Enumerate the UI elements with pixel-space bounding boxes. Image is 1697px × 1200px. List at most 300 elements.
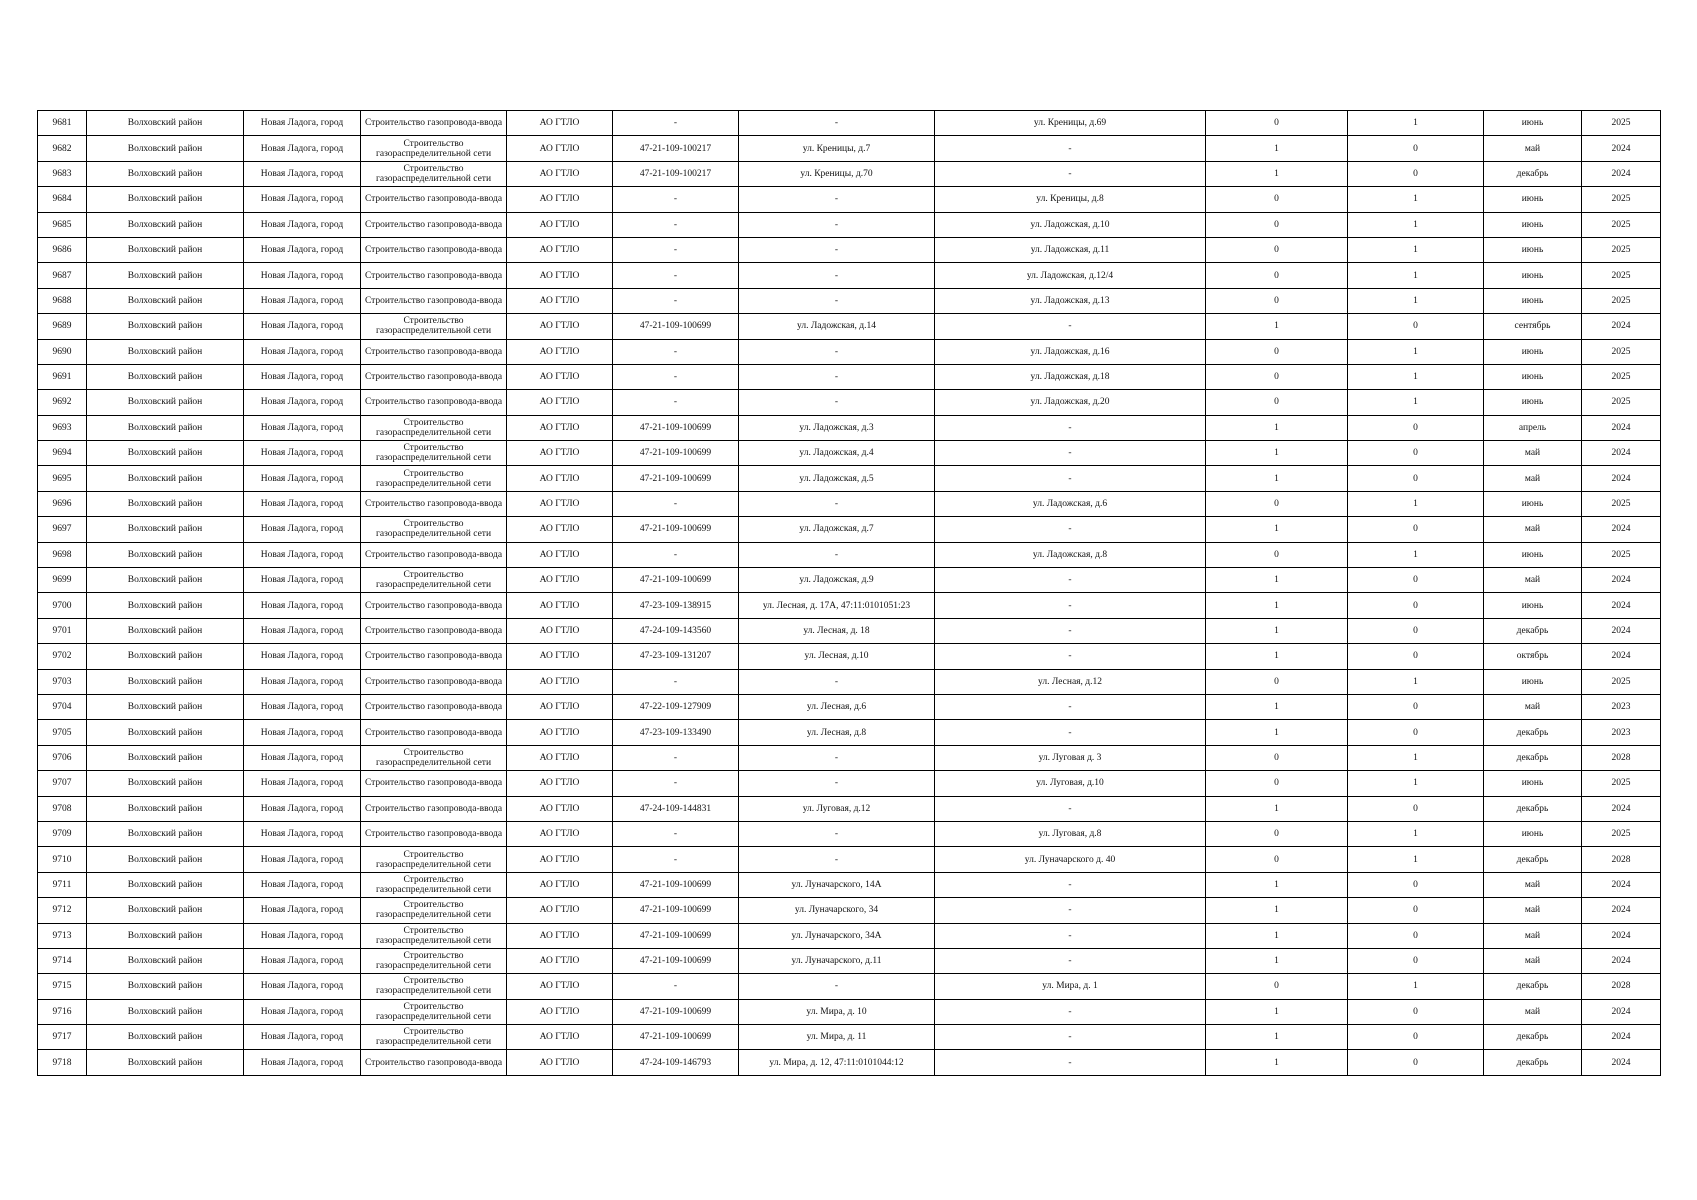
work-type-cell: Строительство газопровода-ввода <box>361 187 507 212</box>
year-cell: 2028 <box>1582 847 1661 872</box>
work-type-cell: Строительство газопровода-ввода <box>361 390 507 415</box>
row-number: 9712 <box>38 898 87 923</box>
address-cell: - <box>739 364 935 389</box>
flag-b-cell: 0 <box>1348 314 1484 339</box>
flag-a-cell: 1 <box>1206 872 1348 897</box>
address-cell: ул. Ладожская, д.9 <box>739 568 935 593</box>
work-type-cell: Строительство газопровода-ввода <box>361 237 507 262</box>
year-cell: 2024 <box>1582 618 1661 643</box>
month-cell: июнь <box>1484 669 1582 694</box>
settlement-cell: Новая Ладога, город <box>244 669 361 694</box>
settlement-cell: Новая Ладога, город <box>244 923 361 948</box>
organization-cell: АО ГТЛО <box>507 390 613 415</box>
month-cell: сентябрь <box>1484 314 1582 339</box>
registry-number-cell: - <box>613 542 739 567</box>
month-cell: май <box>1484 694 1582 719</box>
year-cell: 2025 <box>1582 187 1661 212</box>
flag-a-cell: 0 <box>1206 187 1348 212</box>
settlement-cell: Новая Ладога, город <box>244 1025 361 1050</box>
flag-a-cell: 1 <box>1206 796 1348 821</box>
month-cell: июнь <box>1484 390 1582 415</box>
organization-cell: АО ГТЛО <box>507 644 613 669</box>
planned-address-cell: ул. Ладожская, д.13 <box>935 288 1206 313</box>
flag-a-cell: 1 <box>1206 441 1348 466</box>
row-number: 9694 <box>38 441 87 466</box>
district-cell: Волховский район <box>87 466 244 491</box>
table-row <box>38 491 1661 516</box>
row-number: 9695 <box>38 466 87 491</box>
work-type-cell: Строительство газораспределительной сети <box>361 568 507 593</box>
registry-number-cell: - <box>613 745 739 770</box>
registry-number-cell: - <box>613 212 739 237</box>
flag-b-cell: 0 <box>1348 618 1484 643</box>
district-cell: Волховский район <box>87 415 244 440</box>
flag-b-cell: 1 <box>1348 237 1484 262</box>
address-cell: - <box>739 288 935 313</box>
settlement-cell: Новая Ладога, город <box>244 237 361 262</box>
year-cell: 2028 <box>1582 745 1661 770</box>
address-cell: ул. Лесная, д.8 <box>739 720 935 745</box>
work-type-cell: Строительство газораспределительной сети <box>361 161 507 186</box>
table-row <box>38 1025 1661 1050</box>
settlement-cell: Новая Ладога, город <box>244 644 361 669</box>
flag-a-cell: 0 <box>1206 237 1348 262</box>
flag-a-cell: 0 <box>1206 263 1348 288</box>
district-cell: Волховский район <box>87 364 244 389</box>
work-type-cell: Строительство газораспределительной сети <box>361 314 507 339</box>
table-row <box>38 364 1661 389</box>
organization-cell: АО ГТЛО <box>507 415 613 440</box>
year-cell: 2024 <box>1582 898 1661 923</box>
flag-b-cell: 1 <box>1348 974 1484 999</box>
settlement-cell: Новая Ладога, город <box>244 618 361 643</box>
row-number: 9700 <box>38 593 87 618</box>
address-cell: - <box>739 263 935 288</box>
district-cell: Волховский район <box>87 694 244 719</box>
row-number: 9714 <box>38 948 87 973</box>
registry-number-cell: 47-21-109-100699 <box>613 415 739 440</box>
month-cell: декабрь <box>1484 796 1582 821</box>
table-row <box>38 999 1661 1024</box>
flag-b-cell: 0 <box>1348 1025 1484 1050</box>
registry-number-cell: - <box>613 491 739 516</box>
table-row <box>38 517 1661 542</box>
registry-number-cell: - <box>613 669 739 694</box>
year-cell: 2023 <box>1582 720 1661 745</box>
registry-number-cell: 47-23-109-138915 <box>613 593 739 618</box>
table-row <box>38 593 1661 618</box>
organization-cell: АО ГТЛО <box>507 161 613 186</box>
district-cell: Волховский район <box>87 517 244 542</box>
district-cell: Волховский район <box>87 212 244 237</box>
organization-cell: АО ГТЛО <box>507 796 613 821</box>
planned-address-cell: ул. Луговая, д.8 <box>935 821 1206 846</box>
month-cell: июнь <box>1484 593 1582 618</box>
registry-number-cell: 47-21-109-100699 <box>613 923 739 948</box>
settlement-cell: Новая Ладога, город <box>244 212 361 237</box>
table-row <box>38 720 1661 745</box>
flag-a-cell: 0 <box>1206 745 1348 770</box>
table-row <box>38 771 1661 796</box>
organization-cell: АО ГТЛО <box>507 745 613 770</box>
settlement-cell: Новая Ладога, город <box>244 872 361 897</box>
flag-a-cell: 1 <box>1206 644 1348 669</box>
flag-b-cell: 1 <box>1348 821 1484 846</box>
month-cell: июнь <box>1484 212 1582 237</box>
flag-a-cell: 1 <box>1206 898 1348 923</box>
registry-number-cell: 47-24-109-146793 <box>613 1050 739 1075</box>
row-number: 9697 <box>38 517 87 542</box>
work-type-cell: Строительство газораспределительной сети <box>361 136 507 161</box>
row-number: 9685 <box>38 212 87 237</box>
settlement-cell: Новая Ладога, город <box>244 847 361 872</box>
settlement-cell: Новая Ладога, город <box>244 694 361 719</box>
address-cell: - <box>739 669 935 694</box>
district-cell: Волховский район <box>87 847 244 872</box>
planned-address-cell: ул. Ладожская, д.11 <box>935 237 1206 262</box>
year-cell: 2024 <box>1582 415 1661 440</box>
organization-cell: АО ГТЛО <box>507 720 613 745</box>
district-cell: Волховский район <box>87 669 244 694</box>
flag-a-cell: 0 <box>1206 821 1348 846</box>
table-row <box>38 644 1661 669</box>
district-cell: Волховский район <box>87 872 244 897</box>
settlement-cell: Новая Ладога, город <box>244 948 361 973</box>
address-cell: - <box>739 339 935 364</box>
work-type-cell: Строительство газораспределительной сети <box>361 999 507 1024</box>
organization-cell: АО ГТЛО <box>507 1050 613 1075</box>
address-cell: - <box>739 542 935 567</box>
year-cell: 2024 <box>1582 568 1661 593</box>
planned-address-cell: ул. Креницы, д.69 <box>935 111 1206 136</box>
work-type-cell: Строительство газопровода-ввода <box>361 542 507 567</box>
district-cell: Волховский район <box>87 568 244 593</box>
table-row <box>38 212 1661 237</box>
organization-cell: АО ГТЛО <box>507 542 613 567</box>
year-cell: 2025 <box>1582 771 1661 796</box>
planned-address-cell: - <box>935 898 1206 923</box>
planned-address-cell: ул. Ладожская, д.12/4 <box>935 263 1206 288</box>
organization-cell: АО ГТЛО <box>507 1025 613 1050</box>
address-cell: - <box>739 237 935 262</box>
planned-address-cell: - <box>935 796 1206 821</box>
year-cell: 2025 <box>1582 212 1661 237</box>
organization-cell: АО ГТЛО <box>507 212 613 237</box>
work-type-cell: Строительство газопровода-ввода <box>361 771 507 796</box>
organization-cell: АО ГТЛО <box>507 847 613 872</box>
organization-cell: АО ГТЛО <box>507 136 613 161</box>
work-type-cell: Строительство газораспределительной сети <box>361 898 507 923</box>
flag-a-cell: 0 <box>1206 669 1348 694</box>
planned-address-cell: - <box>935 441 1206 466</box>
flag-b-cell: 0 <box>1348 999 1484 1024</box>
flag-b-cell: 0 <box>1348 872 1484 897</box>
work-type-cell: Строительство газопровода-ввода <box>361 669 507 694</box>
planned-address-cell: ул. Ладожская, д.20 <box>935 390 1206 415</box>
flag-b-cell: 1 <box>1348 745 1484 770</box>
year-cell: 2024 <box>1582 593 1661 618</box>
table-row <box>38 796 1661 821</box>
row-number: 9684 <box>38 187 87 212</box>
row-number: 9683 <box>38 161 87 186</box>
district-cell: Волховский район <box>87 644 244 669</box>
row-number: 9682 <box>38 136 87 161</box>
address-cell: ул. Ладожская, д.3 <box>739 415 935 440</box>
flag-a-cell: 0 <box>1206 364 1348 389</box>
address-cell: ул. Лесная, д. 17А, 47:11:0101051:23 <box>739 593 935 618</box>
flag-b-cell: 0 <box>1348 517 1484 542</box>
flag-a-cell: 1 <box>1206 568 1348 593</box>
work-type-cell: Строительство газораспределительной сети <box>361 415 507 440</box>
flag-b-cell: 0 <box>1348 441 1484 466</box>
work-type-cell: Строительство газопровода-ввода <box>361 1050 507 1075</box>
address-cell: ул. Ладожская, д.7 <box>739 517 935 542</box>
month-cell: май <box>1484 136 1582 161</box>
settlement-cell: Новая Ладога, город <box>244 821 361 846</box>
address-cell: - <box>739 390 935 415</box>
table-row <box>38 339 1661 364</box>
year-cell: 2025 <box>1582 821 1661 846</box>
row-number: 9715 <box>38 974 87 999</box>
district-cell: Волховский район <box>87 339 244 364</box>
organization-cell: АО ГТЛО <box>507 593 613 618</box>
table-row <box>38 237 1661 262</box>
flag-b-cell: 1 <box>1348 111 1484 136</box>
month-cell: июнь <box>1484 821 1582 846</box>
flag-b-cell: 0 <box>1348 466 1484 491</box>
table-row <box>38 872 1661 897</box>
row-number: 9690 <box>38 339 87 364</box>
year-cell: 2025 <box>1582 288 1661 313</box>
document-page <box>37 110 1660 1076</box>
flag-b-cell: 1 <box>1348 212 1484 237</box>
address-cell: ул. Луначарского, 14А <box>739 872 935 897</box>
planned-address-cell: ул. Ладожская, д.8 <box>935 542 1206 567</box>
table-row <box>38 618 1661 643</box>
flag-a-cell: 0 <box>1206 339 1348 364</box>
settlement-cell: Новая Ладога, город <box>244 974 361 999</box>
planned-address-cell: ул. Мира, д. 1 <box>935 974 1206 999</box>
district-cell: Волховский район <box>87 263 244 288</box>
settlement-cell: Новая Ладога, город <box>244 1050 361 1075</box>
flag-a-cell: 1 <box>1206 618 1348 643</box>
registry-number-cell: - <box>613 847 739 872</box>
planned-address-cell: - <box>935 517 1206 542</box>
work-type-cell: Строительство газораспределительной сети <box>361 466 507 491</box>
flag-a-cell: 1 <box>1206 1025 1348 1050</box>
year-cell: 2025 <box>1582 263 1661 288</box>
district-cell: Волховский район <box>87 948 244 973</box>
table-row <box>38 466 1661 491</box>
registry-number-cell: 47-23-109-133490 <box>613 720 739 745</box>
planned-address-cell: - <box>935 618 1206 643</box>
year-cell: 2024 <box>1582 314 1661 339</box>
work-type-cell: Строительство газопровода-ввода <box>361 364 507 389</box>
registry-number-cell: 47-21-109-100699 <box>613 517 739 542</box>
year-cell: 2024 <box>1582 948 1661 973</box>
row-number: 9708 <box>38 796 87 821</box>
planned-address-cell: ул. Лесная, д.12 <box>935 669 1206 694</box>
planned-address-cell: ул. Луначарского д. 40 <box>935 847 1206 872</box>
flag-a-cell: 1 <box>1206 923 1348 948</box>
year-cell: 2025 <box>1582 339 1661 364</box>
flag-a-cell: 1 <box>1206 1050 1348 1075</box>
settlement-cell: Новая Ладога, город <box>244 441 361 466</box>
work-type-cell: Строительство газораспределительной сети <box>361 872 507 897</box>
planned-address-cell: - <box>935 314 1206 339</box>
flag-b-cell: 1 <box>1348 669 1484 694</box>
flag-a-cell: 0 <box>1206 771 1348 796</box>
settlement-cell: Новая Ладога, город <box>244 796 361 821</box>
flag-b-cell: 0 <box>1348 1050 1484 1075</box>
registry-number-cell: 47-24-109-144831 <box>613 796 739 821</box>
row-number: 9696 <box>38 491 87 516</box>
address-cell: - <box>739 771 935 796</box>
organization-cell: АО ГТЛО <box>507 948 613 973</box>
row-number: 9689 <box>38 314 87 339</box>
planned-address-cell: - <box>935 593 1206 618</box>
flag-b-cell: 1 <box>1348 288 1484 313</box>
settlement-cell: Новая Ладога, город <box>244 314 361 339</box>
work-type-cell: Строительство газопровода-ввода <box>361 720 507 745</box>
organization-cell: АО ГТЛО <box>507 263 613 288</box>
district-cell: Волховский район <box>87 771 244 796</box>
flag-a-cell: 0 <box>1206 542 1348 567</box>
row-number: 9711 <box>38 872 87 897</box>
flag-a-cell: 1 <box>1206 415 1348 440</box>
work-type-cell: Строительство газопровода-ввода <box>361 111 507 136</box>
row-number: 9687 <box>38 263 87 288</box>
district-cell: Волховский район <box>87 187 244 212</box>
district-cell: Волховский район <box>87 441 244 466</box>
flag-b-cell: 1 <box>1348 364 1484 389</box>
planned-address-cell: ул. Ладожская, д.6 <box>935 491 1206 516</box>
organization-cell: АО ГТЛО <box>507 974 613 999</box>
work-type-cell: Строительство газопровода-ввода <box>361 288 507 313</box>
district-cell: Волховский район <box>87 1050 244 1075</box>
flag-a-cell: 1 <box>1206 999 1348 1024</box>
district-cell: Волховский район <box>87 898 244 923</box>
month-cell: декабрь <box>1484 161 1582 186</box>
row-number: 9709 <box>38 821 87 846</box>
address-cell: ул. Ладожская, д.5 <box>739 466 935 491</box>
address-cell: ул. Луговая, д.12 <box>739 796 935 821</box>
registry-number-cell: 47-21-109-100699 <box>613 872 739 897</box>
district-cell: Волховский район <box>87 745 244 770</box>
address-cell: - <box>739 187 935 212</box>
registry-number-cell: 47-23-109-131207 <box>613 644 739 669</box>
table-row <box>38 694 1661 719</box>
settlement-cell: Новая Ладога, город <box>244 339 361 364</box>
settlement-cell: Новая Ладога, город <box>244 364 361 389</box>
address-cell: ул. Лесная, д. 18 <box>739 618 935 643</box>
month-cell: май <box>1484 466 1582 491</box>
planned-address-cell: - <box>935 1050 1206 1075</box>
registry-number-cell: 47-21-109-100699 <box>613 568 739 593</box>
district-cell: Волховский район <box>87 542 244 567</box>
flag-a-cell: 1 <box>1206 720 1348 745</box>
flag-b-cell: 0 <box>1348 568 1484 593</box>
registry-number-cell: 47-21-109-100217 <box>613 136 739 161</box>
row-number: 9713 <box>38 923 87 948</box>
planned-address-cell: - <box>935 466 1206 491</box>
flag-b-cell: 0 <box>1348 593 1484 618</box>
month-cell: май <box>1484 517 1582 542</box>
registry-number-cell: - <box>613 263 739 288</box>
organization-cell: АО ГТЛО <box>507 771 613 796</box>
year-cell: 2024 <box>1582 441 1661 466</box>
flag-b-cell: 1 <box>1348 771 1484 796</box>
flag-b-cell: 0 <box>1348 720 1484 745</box>
district-cell: Волховский район <box>87 390 244 415</box>
settlement-cell: Новая Ладога, город <box>244 542 361 567</box>
flag-a-cell: 1 <box>1206 517 1348 542</box>
row-number: 9691 <box>38 364 87 389</box>
month-cell: май <box>1484 441 1582 466</box>
work-type-cell: Строительство газопровода-ввода <box>361 694 507 719</box>
flag-b-cell: 1 <box>1348 491 1484 516</box>
row-number: 9702 <box>38 644 87 669</box>
organization-cell: АО ГТЛО <box>507 288 613 313</box>
organization-cell: АО ГТЛО <box>507 821 613 846</box>
district-cell: Волховский район <box>87 491 244 516</box>
month-cell: июнь <box>1484 288 1582 313</box>
table-row <box>38 568 1661 593</box>
table-row <box>38 669 1661 694</box>
organization-cell: АО ГТЛО <box>507 923 613 948</box>
row-number: 9688 <box>38 288 87 313</box>
district-cell: Волховский район <box>87 974 244 999</box>
flag-a-cell: 1 <box>1206 466 1348 491</box>
settlement-cell: Новая Ладога, город <box>244 771 361 796</box>
flag-a-cell: 1 <box>1206 161 1348 186</box>
row-number: 9716 <box>38 999 87 1024</box>
address-cell: ул. Креницы, д.7 <box>739 136 935 161</box>
registry-number-cell: 47-21-109-100699 <box>613 999 739 1024</box>
settlement-cell: Новая Ладога, город <box>244 745 361 770</box>
registry-number-cell: 47-22-109-127909 <box>613 694 739 719</box>
row-number: 9698 <box>38 542 87 567</box>
row-number: 9693 <box>38 415 87 440</box>
settlement-cell: Новая Ладога, город <box>244 136 361 161</box>
settlement-cell: Новая Ладога, город <box>244 568 361 593</box>
work-type-cell: Строительство газопровода-ввода <box>361 644 507 669</box>
address-cell: ул. Ладожская, д.4 <box>739 441 935 466</box>
work-type-cell: Строительство газопровода-ввода <box>361 491 507 516</box>
planned-address-cell: - <box>935 161 1206 186</box>
year-cell: 2025 <box>1582 390 1661 415</box>
work-type-cell: Строительство газораспределительной сети <box>361 948 507 973</box>
address-cell: - <box>739 111 935 136</box>
flag-b-cell: 0 <box>1348 948 1484 973</box>
settlement-cell: Новая Ладога, город <box>244 263 361 288</box>
planned-address-cell: - <box>935 136 1206 161</box>
year-cell: 2024 <box>1582 1050 1661 1075</box>
table-row <box>38 948 1661 973</box>
planned-address-cell: ул. Луговая, д.10 <box>935 771 1206 796</box>
organization-cell: АО ГТЛО <box>507 568 613 593</box>
row-number: 9706 <box>38 745 87 770</box>
registry-number-cell: 47-21-109-100217 <box>613 161 739 186</box>
registry-number-cell: 47-24-109-143560 <box>613 618 739 643</box>
planned-address-cell: - <box>935 644 1206 669</box>
address-cell: - <box>739 745 935 770</box>
year-cell: 2024 <box>1582 466 1661 491</box>
settlement-cell: Новая Ладога, город <box>244 898 361 923</box>
district-cell: Волховский район <box>87 720 244 745</box>
month-cell: июнь <box>1484 111 1582 136</box>
flag-b-cell: 1 <box>1348 542 1484 567</box>
